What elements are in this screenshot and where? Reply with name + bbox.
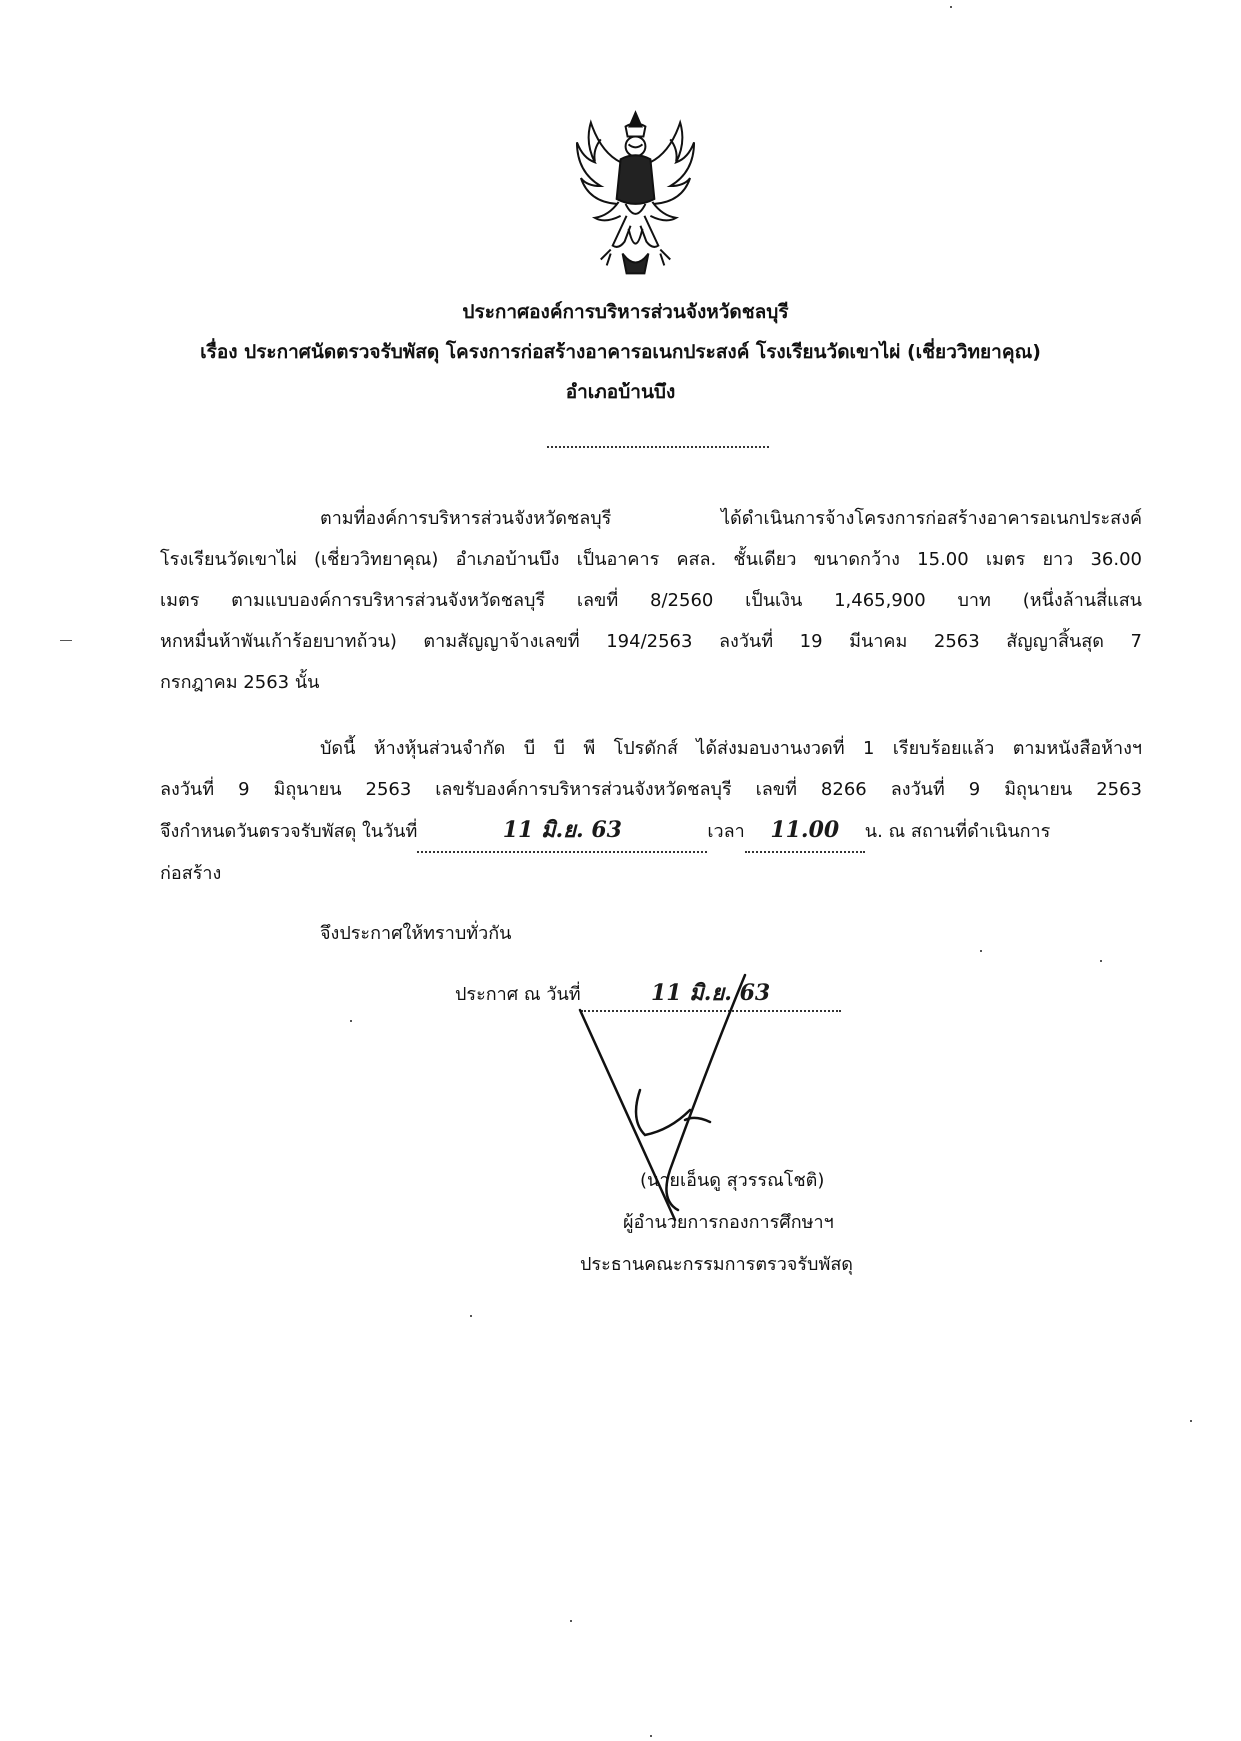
paragraph-2-line-3 <box>160 810 1142 853</box>
dotted-divider <box>547 446 769 448</box>
paragraph-1-line-5: กรกฎาคม 2563 นั้น <box>160 672 320 693</box>
scan-speck <box>470 1315 472 1317</box>
signatory-block <box>580 1160 940 1286</box>
paragraph-2-line-1: บัดนี้ ห้างหุ้นส่วนจำกัด บี บี พี โปรดักส์ ได้ส่งมอบงานงวดที่ 1 เรียบร้อยแล้ว ตามหนังสือห้างฯ <box>320 738 1142 759</box>
inspection-time-label: เวลา <box>707 821 745 842</box>
announce-date-label: ประกาศ ณ วันที่ <box>455 984 581 1005</box>
scan-speck <box>980 950 982 952</box>
closing-statement: จึงประกาศให้ทราบทั่วกัน <box>320 923 512 944</box>
paragraph-1-line-3: เมตร ตามแบบองค์การบริหารส่วนจังหวัดชลบุรี เลขที่ 8/2560 เป็นเงิน 1,465,900 บาท (หนึ่งล้านสี่แสน <box>160 590 1142 611</box>
announcement-subject: เรื่อง ประกาศนัดตรวจรับพัสดุ โครงการก่อสร้างอาคารอเนกประสงค์ โรงเรียนวัดเขาไผ่ (เชี่ยววิทยาคุณ) <box>200 341 1041 363</box>
paragraph-2-line-4: ก่อสร้าง <box>160 863 222 884</box>
announcement-header <box>0 292 1241 412</box>
announcement-title: ประกาศองค์การบริหารส่วนจังหวัดชลบุรี <box>462 301 789 323</box>
signatory-position: ผู้อำนวยการกองการศึกษาฯ <box>623 1212 834 1233</box>
signatory-role: ประธานคณะกรรมการตรวจรับพัสดุ <box>580 1254 853 1275</box>
scan-speck <box>350 1020 352 1022</box>
inspection-date-label: จึงกำหนดวันตรวจรับพัสดุ ในวันที่ <box>160 821 418 842</box>
garuda-emblem-icon <box>571 104 700 284</box>
announcement-district: อำเภอบ้านบึง <box>565 381 676 403</box>
scan-speck <box>650 1735 652 1737</box>
signatory-name: (นายเอ็นดู สุวรรณโชติ) <box>640 1170 825 1191</box>
inspection-time-handwritten: 11.00 <box>745 810 865 853</box>
paragraph-1-line-4: หกหมื่นห้าพันเก้าร้อยบาทถ้วน) ตามสัญญาจ้างเลขที่ 194/2563 ลงวันที่ 19 มีนาคม 2563 สัญญาสิ้นสุด 7 <box>160 631 1142 652</box>
announce-date-handwritten: 11 มิ.ย. 63 <box>581 975 841 1012</box>
paragraph-1-line-1: ตามที่องค์การบริหารส่วนจังหวัดชลบุรี ได้ดำเนินการจ้างโครงการก่อสร้างอาคารอเนกประสงค์ <box>320 508 1142 529</box>
scan-speck <box>570 1620 572 1622</box>
scan-speck <box>60 640 72 641</box>
scan-speck <box>1100 960 1102 962</box>
paragraph-1 <box>160 498 1142 703</box>
paragraph-2 <box>160 728 1142 894</box>
paragraph-2-line-2: ลงวันที่ 9 มิถุนายน 2563 เลขรับองค์การบริหารส่วนจังหวัดชลบุรี เลขที่ 8266 ลงวันที่ 9 มิถุนายน 2563 <box>160 779 1142 800</box>
paragraph-1-line-2: โรงเรียนวัดเขาไผ่ (เชี่ยววิทยาคุณ) อำเภอบ้านบึง เป็นอาคาร คสล. ชั้นเดียว ขนาดกว้าง 15.00 เมตร ยาว 36.00 <box>160 549 1142 570</box>
inspection-location-text: น. ณ สถานที่ดำเนินการ <box>864 821 1051 842</box>
inspection-date-handwritten: 11 มิ.ย. 63 <box>417 810 707 853</box>
scan-speck <box>1190 1420 1192 1422</box>
scan-speck <box>950 6 952 8</box>
